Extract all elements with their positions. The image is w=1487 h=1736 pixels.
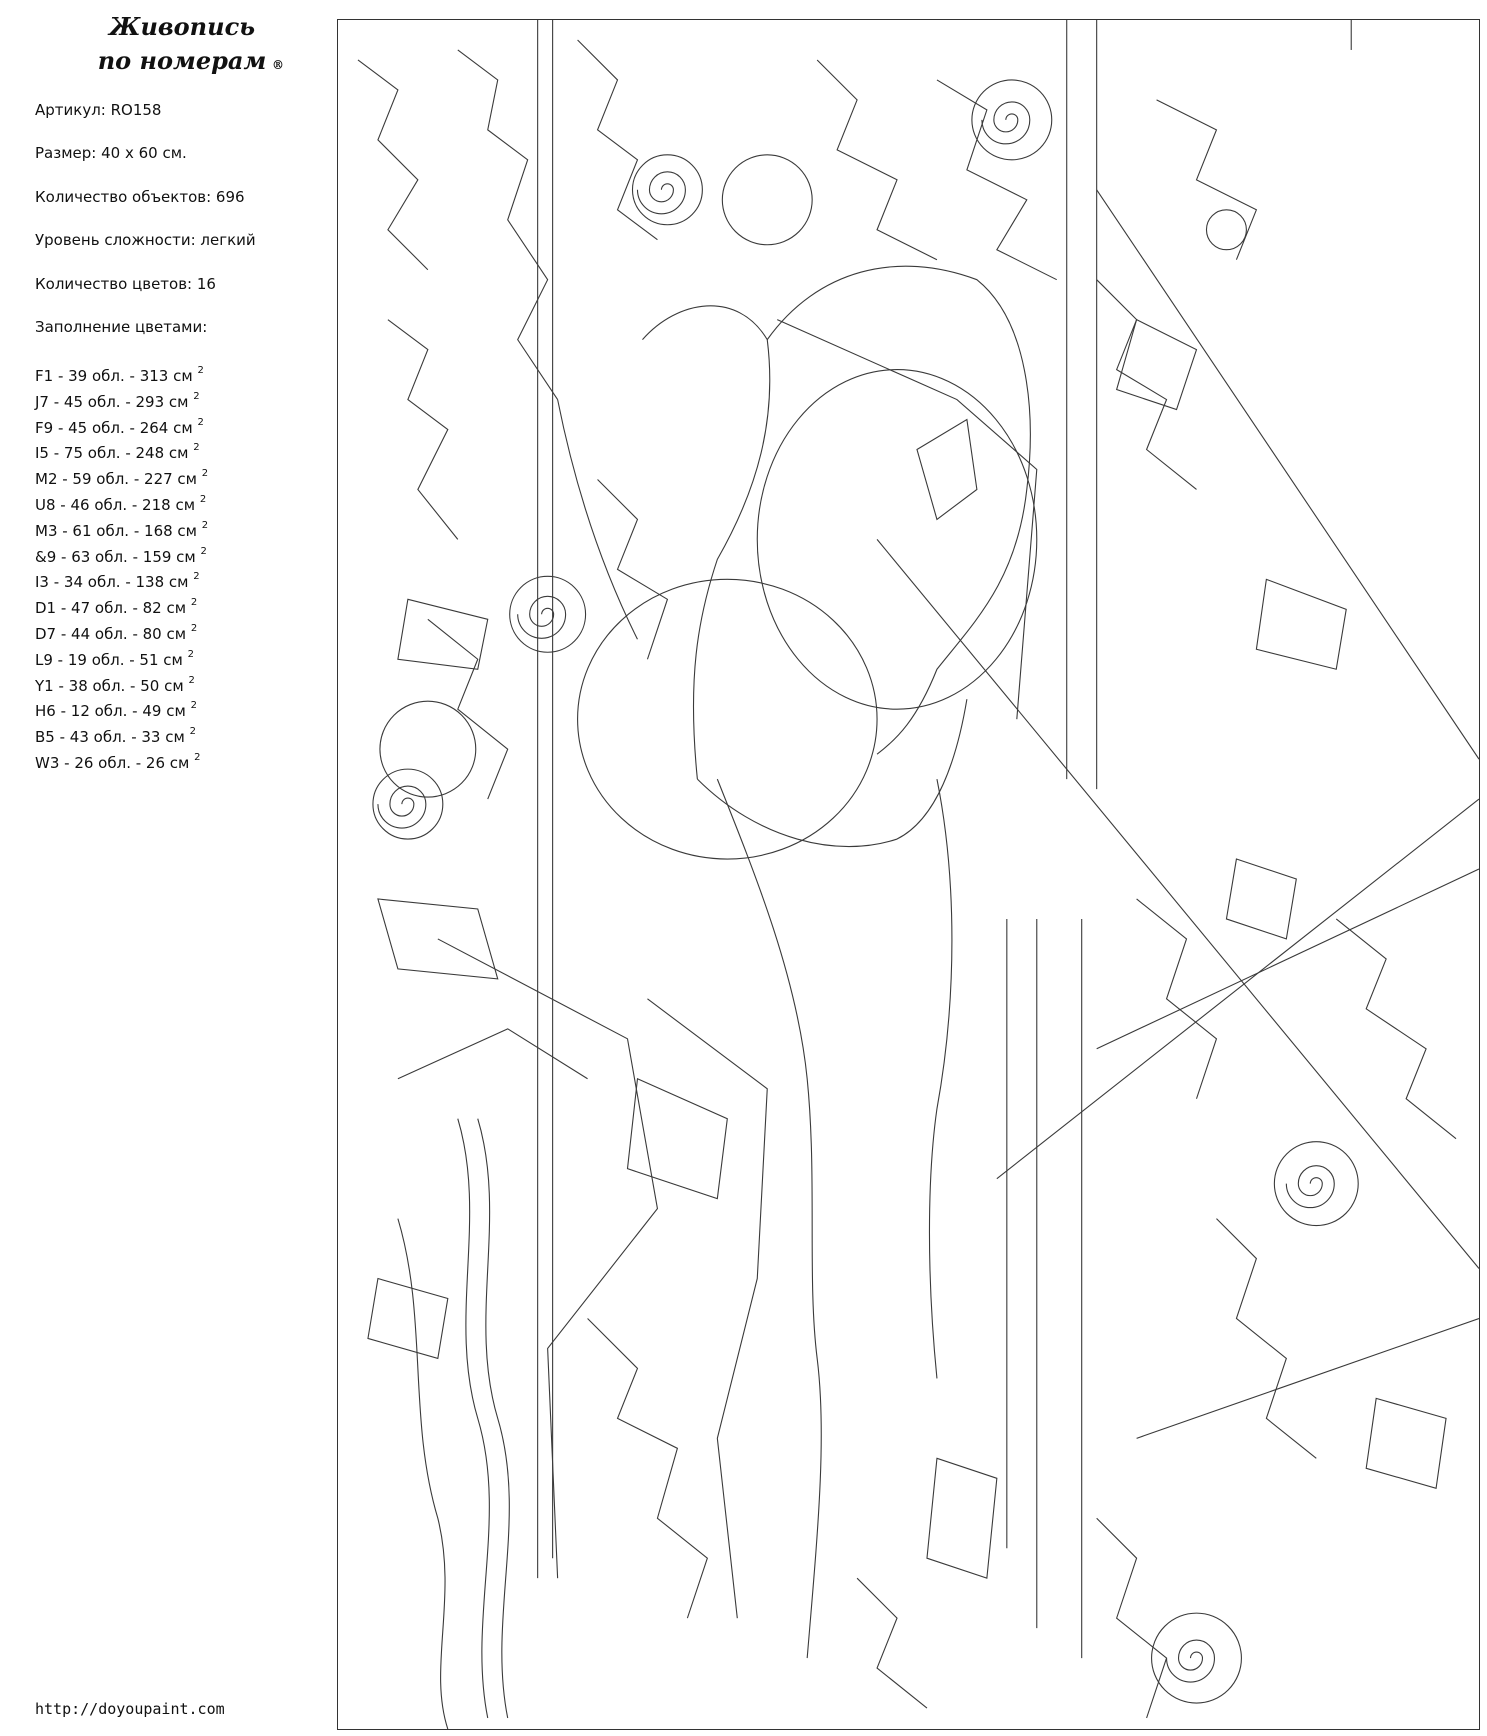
color-fill-text: I3 - 34 обл. - 138 см (35, 573, 189, 592)
info-sidebar (0, 0, 332, 1736)
color-fill-item (35, 439, 208, 465)
squared-unit-mark: 2 (190, 597, 198, 609)
color-fill-text: F1 - 39 обл. - 313 см (35, 367, 193, 385)
color-fill-item (35, 491, 208, 517)
art-line (458, 1119, 490, 1718)
color-fill-text: M2 - 59 обл. - 227 см (35, 470, 197, 489)
art-line (598, 479, 668, 659)
brand-line-1: Живопись (108, 12, 256, 41)
art-line (642, 306, 769, 779)
size-text: Размер: 40 х 60 см. (35, 144, 187, 162)
squared-unit-mark: 2 (189, 726, 196, 738)
color-fill-text: D1 - 47 обл. - 82 см (35, 599, 187, 618)
article-text: Артикул: RO158 (35, 101, 162, 119)
art-line (373, 769, 443, 839)
art-line (578, 40, 658, 240)
color-fill-item (35, 723, 208, 749)
art-line (1157, 100, 1257, 260)
fill-heading: Заполнение цветами: (35, 318, 208, 336)
art-line (817, 60, 937, 260)
color-fill-text: F9 - 45 обл. - 264 см (35, 418, 193, 437)
art-line (767, 266, 1030, 754)
color-fill-text: U8 - 46 обл. - 218 см (35, 495, 196, 514)
art-line (1336, 919, 1456, 1139)
colors-count-text: Количество цветов: 16 (35, 275, 216, 293)
art-line (510, 576, 586, 652)
art-line (637, 172, 685, 214)
art-line (1097, 190, 1479, 759)
color-fill-text: Y1 - 38 обл. - 50 см (35, 676, 184, 695)
art-line (380, 701, 476, 797)
art-line (458, 50, 558, 400)
art-line (398, 1219, 448, 1729)
art-line (1167, 1640, 1215, 1682)
art-line (438, 939, 658, 1578)
color-fill-text: D7 - 44 обл. - 80 см (35, 624, 187, 643)
difficulty-text: Уровень сложности: легкий (35, 231, 256, 249)
color-fill-item (35, 388, 208, 414)
art-line (1206, 210, 1246, 250)
paint-by-numbers-canvas (337, 19, 1480, 1730)
art-line (857, 1578, 927, 1708)
art-line (398, 599, 488, 669)
line-art-drawing (338, 20, 1479, 1729)
art-line (368, 1279, 448, 1359)
art-line (757, 370, 1037, 710)
squared-unit-mark: 2 (197, 416, 204, 428)
squared-unit-mark: 2 (201, 468, 209, 480)
color-fill-item (35, 594, 208, 620)
squared-unit-mark: 2 (193, 390, 200, 402)
registered-mark: ® (272, 58, 284, 72)
color-fill-item (35, 646, 208, 672)
color-fill-item (35, 362, 208, 388)
squared-unit-mark: 2 (199, 493, 207, 505)
squared-unit-mark: 2 (197, 365, 204, 376)
art-line (578, 579, 877, 859)
art-line (929, 779, 951, 1378)
art-line (378, 786, 426, 828)
color-fill-text: W3 - 26 обл. - 26 см (35, 753, 190, 772)
art-line (398, 1029, 588, 1079)
color-fill-item (35, 672, 208, 698)
art-line (1286, 1166, 1334, 1208)
art-line (1117, 320, 1197, 410)
art-line (1366, 1398, 1446, 1488)
brand-line-2: по номерам (97, 46, 267, 75)
color-fill-text: M3 - 61 обл. - 168 см (35, 521, 197, 540)
art-line (927, 1458, 997, 1578)
art-line (358, 60, 428, 270)
art-line (1137, 899, 1217, 1099)
squared-unit-mark: 2 (201, 519, 209, 531)
art-line (1097, 280, 1197, 490)
color-fill-item (35, 568, 208, 594)
color-fill-text: B5 - 43 обл. - 33 см (35, 728, 185, 747)
art-line (627, 1079, 727, 1199)
art-line (997, 799, 1479, 1179)
art-line (518, 596, 566, 638)
art-line (1274, 1142, 1358, 1226)
color-fill-text: J7 - 45 обл. - 293 см (35, 392, 189, 411)
art-line (588, 1318, 708, 1618)
color-fill-item (35, 465, 208, 491)
art-line (388, 320, 458, 540)
color-fill-text: I5 - 75 обл. - 248 см (35, 444, 189, 463)
color-fill-item (35, 697, 208, 723)
squared-unit-mark: 2 (200, 545, 207, 557)
color-fill-text: H6 - 12 обл. - 49 см (35, 702, 186, 721)
art-line (1152, 1613, 1242, 1703)
art-line (777, 320, 1037, 720)
color-fill-item (35, 749, 208, 775)
squared-unit-mark: 2 (193, 571, 200, 583)
art-line (877, 539, 1479, 1268)
color-fill-item (35, 517, 208, 543)
color-fill-item (35, 620, 208, 646)
art-line (1097, 869, 1479, 1049)
squared-unit-mark: 2 (190, 622, 198, 634)
art-line (428, 619, 508, 799)
art-line (982, 102, 1030, 144)
art-line (558, 400, 638, 640)
art-line (632, 155, 702, 225)
site-url-link[interactable]: http://doyoupaint.com (35, 1700, 225, 1718)
art-line (378, 899, 498, 979)
squared-unit-mark: 2 (187, 648, 195, 660)
art-line (1226, 859, 1296, 939)
brand-logo (72, 10, 292, 78)
squared-unit-mark: 2 (188, 674, 195, 686)
art-line (722, 155, 812, 245)
art-line (717, 779, 821, 1658)
squared-unit-mark: 2 (194, 751, 201, 763)
color-fill-item (35, 414, 208, 440)
color-fill-item (35, 543, 208, 569)
squared-unit-mark: 2 (193, 442, 200, 454)
art-line (697, 699, 967, 846)
color-fill-list (35, 362, 208, 775)
color-fill-text: L9 - 19 обл. - 51 см (35, 650, 183, 669)
art-line (917, 420, 977, 520)
art-line (1216, 1219, 1316, 1459)
squared-unit-mark: 2 (190, 700, 197, 712)
art-line (1256, 579, 1346, 669)
color-fill-text: &9 - 63 обл. - 159 см (35, 547, 196, 566)
art-line (1137, 1318, 1479, 1438)
objects-count-text: Количество объектов: 696 (35, 188, 245, 206)
art-line (1097, 1518, 1167, 1718)
